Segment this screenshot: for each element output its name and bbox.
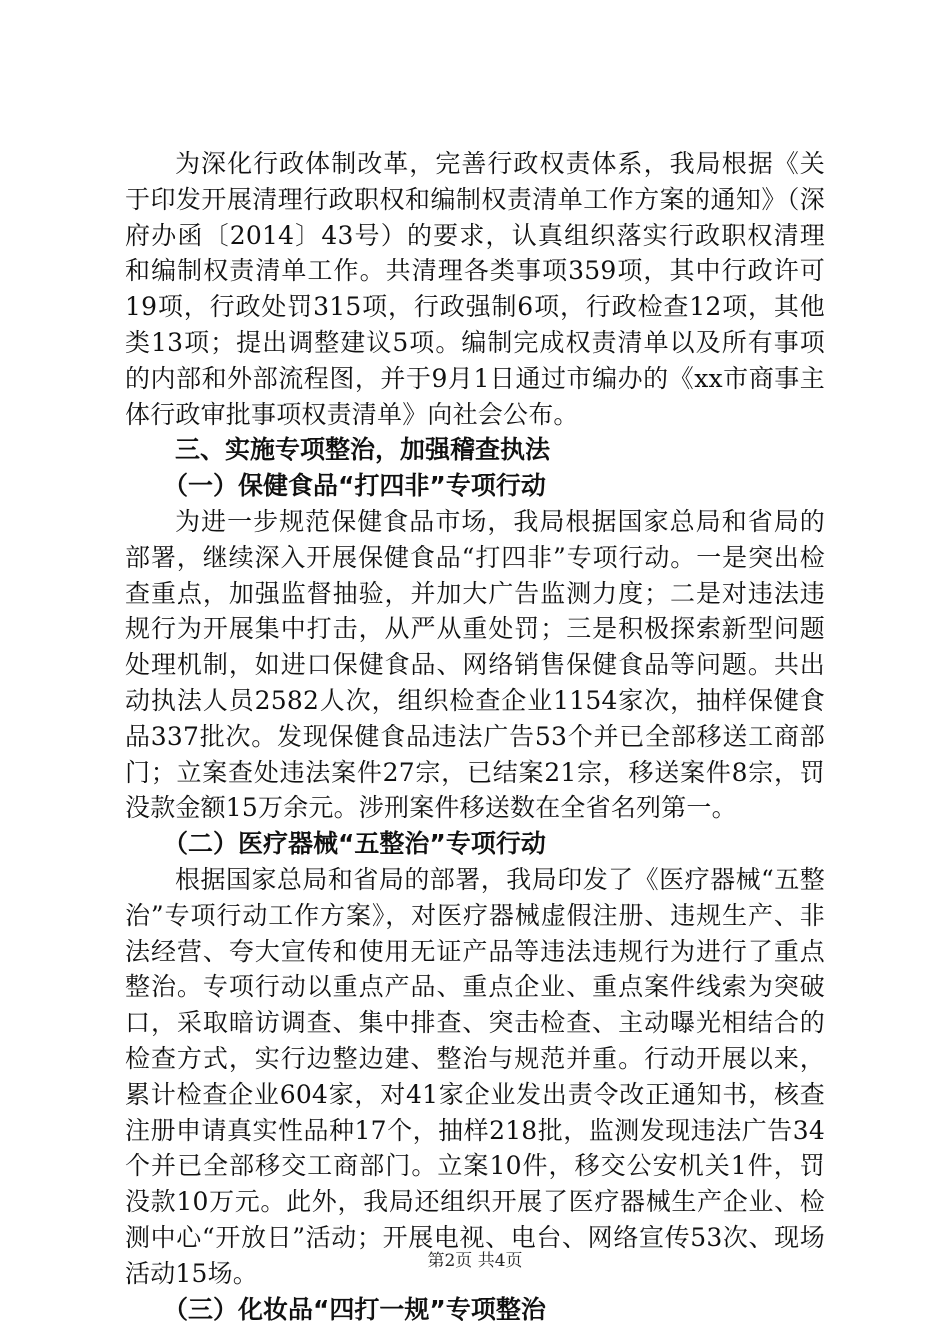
- section-heading-enforcement: 三、实施专项整治，加强稽查执法: [175, 435, 551, 465]
- paragraph-medical-devices: 根据国家总局和省局的部署，我局印发了《医疗器械“五整治”专项行动工作方案》，对医疗器械虚假注册、违规生产、非法经营、夸大宣传和使用无证产品等违法违规行为进行了重点整治。专项行动以重点产品、重点企业、重点案件线索为突破口，采取暗访调查、集中排查、突击检查、主动曝光相结合的检查方式，实行边整边建、整治与规范并重。行动开展以来，累计检查企业604家，对41家企业发出责令改正通知书，核查注册申请真实性品种17个，抽样218批，监测发现违法广告34个并已全部移交工商部门。立案10件，移交公安机关1件，罚没款10万元。此外，我局还组织开展了医疗器械生产企业、检测中心“开放日”活动；开展电视、电台、网络宣传53次、现场活动15场。: [125, 864, 825, 1288]
- document-body: [125, 146, 825, 1327]
- subheading-medical-devices: （二）医疗器械“五整治”专项行动: [163, 829, 546, 859]
- page-number-footer: 第2页 共4页: [427, 1251, 523, 1271]
- paragraph-health-food: 为进一步规范保健食品市场，我局根据国家总局和省局的部署，继续深入开展保健食品“打四非”专项行动。一是突出检查重点，加强监督抽验，并加大广告监测力度；二是对违法违规行为开展集中打击，从严从重处罚；三是积极探索新型问题处理机制，如进口保健食品、网络销售保健食品等问题。共出动执法人员2582人次，组织检查企业1154家次，抽样保健食品337批次。发现保健食品违法广告53个并已全部移送工商部门；立案查处违法案件27宗，已结案21宗，移送案件8宗，罚没款金额15万余元。涉刑案件移送数在全省名列第一。: [125, 506, 825, 823]
- paragraph-rights-list: 为深化行政体制改革，完善行政权责体系，我局根据《关于印发开展清理行政职权和编制权责清单工作方案的通知》（深府办函〔2014〕43号）的要求，认真组织落实行政职权清理和编制权责清单工作。共清理各类事项359项，其中行政许可19项，行政处罚315项，行政强制6项，行政检查12项，其他类13项；提出调整建议5项。编制完成权责清单以及所有事项的内部和外部流程图，并于9月1日通过市编办的《xx市商事主体行政审批事项权责清单》向社会公布。: [125, 149, 825, 429]
- subheading-health-food: （一）保健食品“打四非”专项行动: [163, 471, 546, 501]
- subheading-cosmetics: （三）化妆品“四打一规”专项整治: [163, 1294, 546, 1324]
